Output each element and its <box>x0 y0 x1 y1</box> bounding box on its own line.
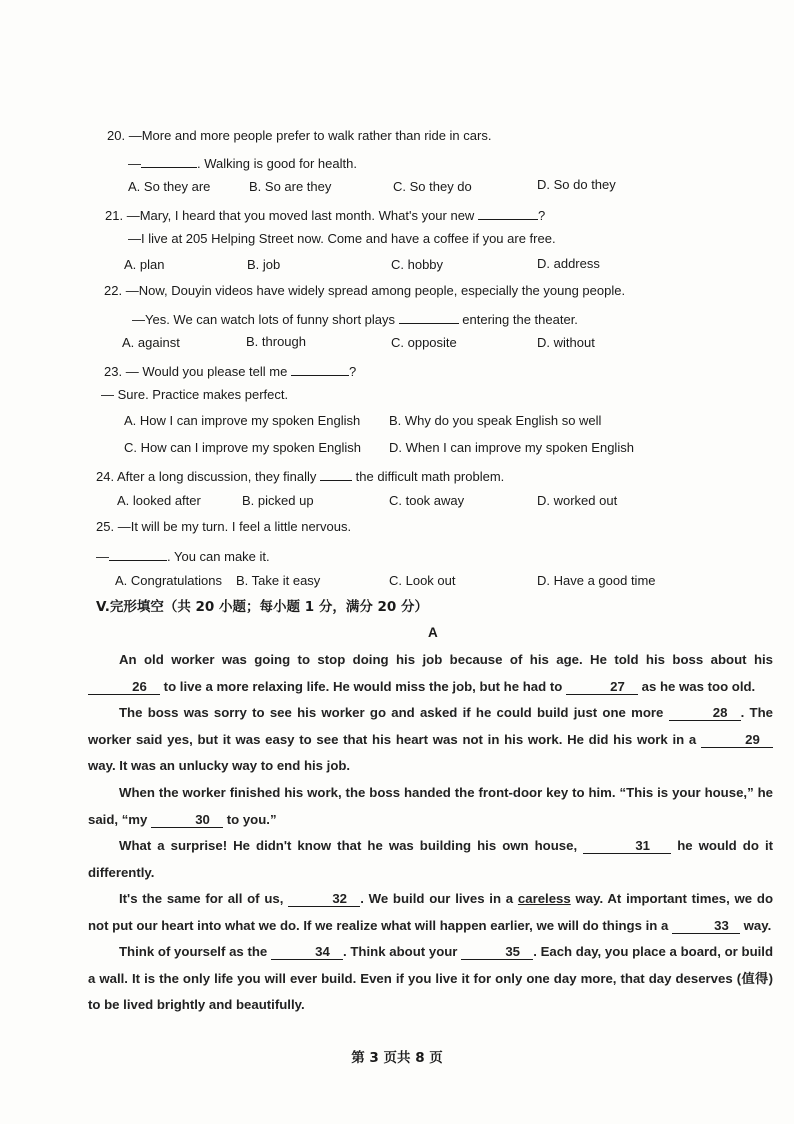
answer-blank[interactable] <box>478 204 538 220</box>
option-c: C. How can I improve my spoken English <box>124 440 361 455</box>
option-b: B. Why do you speak English so well <box>389 413 602 428</box>
blank-30[interactable]: 30 <box>151 812 223 828</box>
option-a: A. looked after <box>117 493 201 508</box>
answer-blank[interactable] <box>141 152 197 168</box>
question-22 <box>104 282 625 300</box>
dash: — <box>128 156 141 171</box>
question-text: —More and more people prefer to walk rather than ride in cars. <box>128 128 492 143</box>
question-text: After a long discussion, they finally <box>116 469 317 484</box>
answer-blank[interactable] <box>109 545 167 561</box>
passage-paragraph-3 <box>88 780 773 833</box>
option-a: A. How I can improve my spoken English <box>124 413 361 428</box>
passage-text: way. It was an unlucky way to end his job. <box>88 758 351 773</box>
passage-paragraph-6 <box>88 939 773 1019</box>
passage-paragraph-4 <box>88 833 773 886</box>
option-d: D. When I can improve my spoken English <box>389 440 634 455</box>
blank-35[interactable]: 35 <box>461 944 533 960</box>
reply-text: —Yes. We can watch lots of funny short plays <box>132 312 396 327</box>
passage-text: way. At important times, we do not put our heart into what we do. If we realize what will happen earlier, we will do things in a <box>88 891 774 933</box>
question-text: the difficult math problem. <box>355 469 505 484</box>
option-d: D. Have a good time <box>537 573 656 588</box>
question-23 <box>104 360 356 381</box>
question-24 <box>96 465 504 486</box>
passage-text: Think of yourself as the <box>119 944 268 959</box>
passage-text: . The worker said yes, but it was easy to see that his heart was not in his work. He did his work in a <box>88 705 774 747</box>
question-21-reply: —I live at 205 Helping Street now. Come and have a coffee if you are free. <box>128 231 556 246</box>
question-21 <box>105 204 545 225</box>
question-text: — Would you please tell me <box>125 364 288 379</box>
question-25 <box>96 518 351 536</box>
option-d: D. worked out <box>537 493 618 508</box>
question-22-reply <box>132 308 578 329</box>
question-number: 20. <box>107 128 126 143</box>
passage-text: . Think about your <box>342 944 458 959</box>
passage-paragraph-2 <box>88 700 773 780</box>
passage-text: to live a more relaxing life. He would miss the job, but he had to <box>163 678 563 694</box>
blank-27[interactable]: 27 <box>566 679 638 695</box>
passage-text: . We build our lives in a <box>360 891 514 906</box>
option-c: C. hobby <box>391 257 444 272</box>
reply-text: . You can make it. <box>167 549 270 564</box>
option-c: C. took away <box>389 493 465 508</box>
question-number: 23. <box>104 364 123 379</box>
blank-26[interactable]: 26 <box>88 679 160 695</box>
reply-text: . Walking is good for health. <box>197 156 357 171</box>
option-a: A. Congratulations <box>115 573 222 588</box>
option-d: D. address <box>537 256 600 271</box>
question-23-reply: — Sure. Practice makes perfect. <box>101 387 289 402</box>
option-c: C. So they do <box>393 179 472 194</box>
answer-blank[interactable] <box>291 360 349 376</box>
passage-paragraph-5 <box>88 886 773 939</box>
passage-text: The boss was sorry to see his worker go and asked if he could build just one more <box>119 705 664 720</box>
blank-32[interactable]: 32 <box>288 891 360 907</box>
question-text: —Mary, I heard that you moved last month. What's your new <box>126 208 475 223</box>
answer-blank[interactable] <box>320 465 352 481</box>
section-title: V.完形填空（共 20 小题；每小题 1 分，满分 20 分） <box>96 599 429 615</box>
passage-label: A <box>428 625 438 640</box>
answer-blank[interactable] <box>399 308 459 324</box>
question-mark: ? <box>348 364 357 379</box>
question-25-reply <box>96 545 270 566</box>
reply-text: entering the theater. <box>462 312 578 327</box>
passage-text: . Each day, you place a board, or build a wall. It is the only life you will ever build. Even if you live it for only one day more, that day deserves (值得) to be lived brightly and beautifully. <box>88 944 774 1012</box>
passage-text: When the worker finished his work, the boss handed the front-door key to him. “This is your house,” he said, “my <box>88 785 773 827</box>
passage-text: to you.” <box>226 811 277 827</box>
passage-text: way. <box>743 917 772 933</box>
blank-31[interactable]: 31 <box>583 838 671 854</box>
question-number: 21. <box>105 208 124 223</box>
option-c: C. Look out <box>389 573 456 588</box>
underlined-word: careless <box>517 891 571 906</box>
question-mark: ? <box>537 208 546 223</box>
passage-text: as he was too old. <box>641 678 756 694</box>
option-b: B. job <box>247 257 281 272</box>
question-number: 25. <box>96 519 115 534</box>
option-b: B. So are they <box>249 179 332 194</box>
passage-text: It's the same for all of us, <box>119 891 284 906</box>
blank-34[interactable]: 34 <box>271 944 343 960</box>
question-number: 24. <box>96 469 115 484</box>
option-a: A. plan <box>124 257 165 272</box>
blank-33[interactable]: 33 <box>672 918 740 934</box>
blank-28[interactable]: 28 <box>669 705 741 721</box>
passage-text: An old worker was going to stop doing his job because of his age. He told his boss about his <box>119 652 773 667</box>
option-b: B. through <box>246 334 306 349</box>
question-20-reply <box>128 152 357 173</box>
blank-29[interactable]: 29 <box>701 732 773 748</box>
question-20 <box>107 127 491 145</box>
dash: — <box>96 549 109 564</box>
option-c: C. opposite <box>391 335 457 350</box>
passage-text: What a surprise! He didn't know that he was building his own house, <box>119 838 578 853</box>
option-a: A. against <box>122 335 180 350</box>
passage-paragraph-1 <box>88 647 773 700</box>
option-d: D. without <box>537 335 595 350</box>
question-text: —It will be my turn. I feel a little nervous. <box>117 519 352 534</box>
option-b: B. Take it easy <box>236 573 321 588</box>
question-number: 22. <box>104 283 123 298</box>
option-a: A. So they are <box>128 179 211 194</box>
option-d: D. So do they <box>537 177 616 192</box>
question-text: —Now, Douyin videos have widely spread among people, especially the young people. <box>125 283 626 298</box>
page-footer: 第 3 页共 8 页 <box>351 1050 443 1066</box>
option-b: B. picked up <box>242 493 314 508</box>
passage-text: he would do it differently. <box>88 838 773 880</box>
